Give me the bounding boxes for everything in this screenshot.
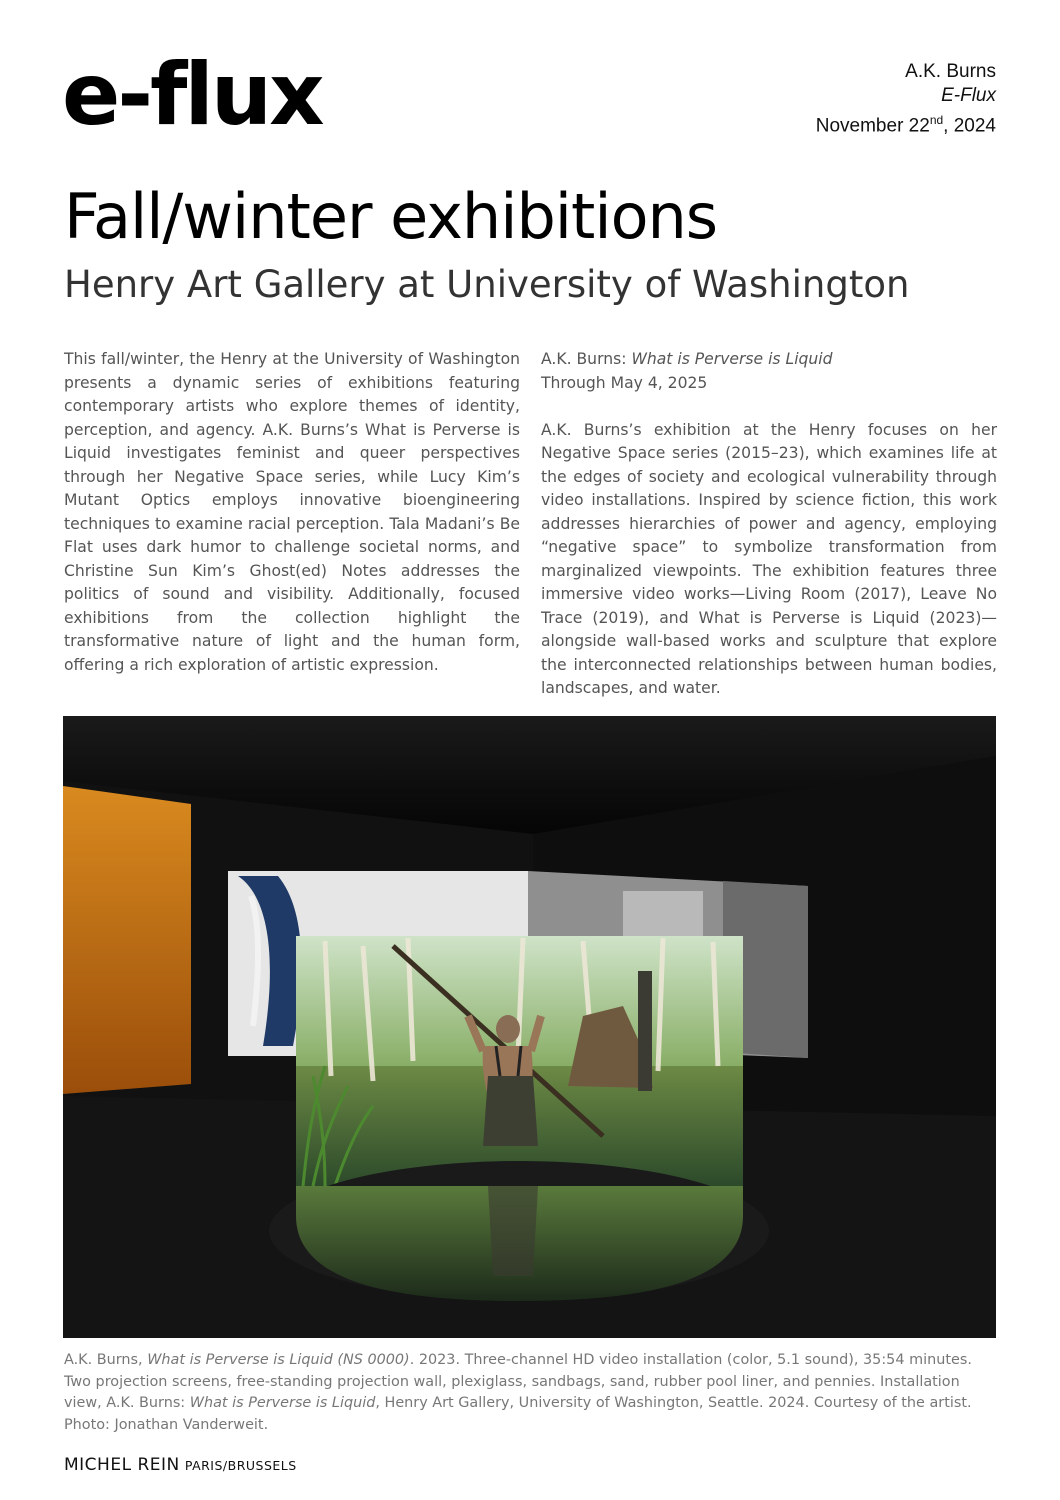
intro-column — [64, 348, 520, 677]
caption-exhibition-title: What is Perverse is Liquid — [189, 1395, 376, 1411]
caption-details: . 2023. Three-channel HD video installation (color, 5.1 sound), 35:54 minutes. Two projection screens, free-standing projection wall, plexiglass, sandbags, sand, rubber pool liner, and pennies. Installation view, A.K. Burns: — [64, 1352, 972, 1411]
eflux-logo: e-flux — [62, 45, 322, 145]
installation-photo — [63, 716, 996, 1338]
exhibition-dates: Through May 4, 2025 — [541, 373, 708, 392]
caption-credits: , Henry Art Gallery, University of Washington, Seattle. 2024. Courtesy of the artist. Photo: Jonathan Vanderweit. — [64, 1395, 972, 1433]
installation-photo-illustration — [63, 716, 996, 1338]
photo-caption — [64, 1350, 996, 1436]
exhibition-title: What is Perverse is Liquid — [631, 350, 833, 368]
date-prefix: November 22 — [815, 115, 930, 137]
date-suffix: , 2024 — [943, 115, 996, 137]
date-superscript: nd — [929, 113, 944, 127]
author-name: A.K. Burns — [905, 61, 996, 82]
publication-date — [816, 108, 996, 138]
exhibition-column — [541, 348, 997, 701]
gallery-footer — [64, 1455, 297, 1475]
exhibition-description: A.K. Burns’s exhibition at the Henry focuses on her Negative Space series (2015–23), which examines life at the edges of society and ecological vulnerability through video installations. Inspired by science fiction, this work addresses hierarchies of power and agency, employing “negative space” to symbolize transformation from marginalized viewpoints. The exhibition features three immersive video works—Living Room (2017), Leave No Trace (2019), and What is Perverse is Liquid (2023)—alongside wall-based works and sculpture that explore the interconnected relationships between human bodies, landscapes, and water. — [541, 420, 997, 697]
page-subtitle: Henry Art Gallery at University of Washington — [64, 263, 910, 306]
publication-name: E-Flux — [941, 85, 996, 106]
intro-paragraph: This fall/winter, the Henry at the University of Washington presents a dynamic series of exhibitions featuring contemporary artists who explore themes of identity, perception, and agency. A.K. Burns’s What is Perverse is Liquid investigates feminist and queer perspectives through her Negative Space series, while Lucy Kim’s Mutant Optics employs innovative bioengineering techniques to examine racial perception. Tala Madani’s Be Flat uses dark humor to challenge societal norms, and Christine Sun Kim’s Ghost(ed) Notes addresses the politics of sound and visibility. Additionally, focused exhibitions from the collection highlight the transformative nature of light and the human form, offering a rich exploration of artistic expression. — [64, 350, 520, 674]
gallery-cities: PARIS/BRUSSELS — [184, 1458, 297, 1473]
gallery-name: MICHEL REIN — [64, 1455, 180, 1475]
article-meta — [816, 60, 996, 138]
caption-work-title: What is Perverse is Liquid (NS 0000) — [147, 1352, 410, 1368]
caption-artist: A.K. Burns, — [64, 1352, 148, 1368]
exhibition-heading — [541, 348, 997, 372]
exhibition-artist: A.K. Burns: — [541, 350, 632, 368]
page-title: Fall/winter exhibitions — [64, 180, 718, 253]
